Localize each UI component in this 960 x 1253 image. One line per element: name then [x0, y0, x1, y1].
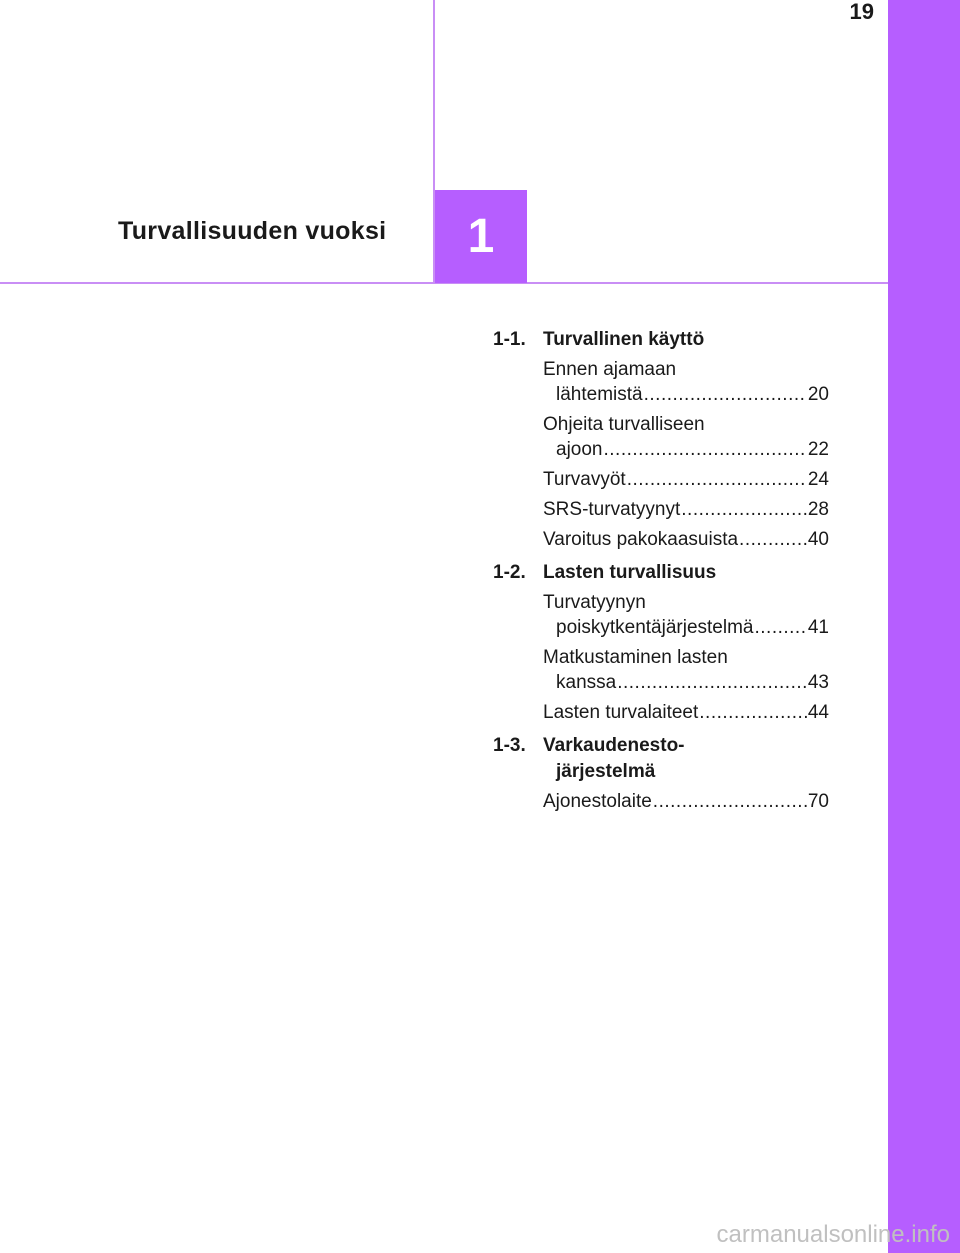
toc-entry[interactable] — [543, 590, 829, 640]
chapter-title: Turvallisuuden vuoksi — [118, 217, 387, 245]
chapter-number: 1 — [467, 210, 495, 263]
toc-page-number: 40 — [807, 529, 829, 550]
section-title-line: Varkaudenesto- — [543, 735, 685, 756]
toc-entry[interactable] — [543, 412, 829, 462]
dot-leader — [644, 382, 807, 407]
toc-entry[interactable] — [543, 700, 829, 725]
chapter-side-tab — [888, 0, 960, 1253]
toc-section — [493, 560, 829, 725]
toc-page-number: 43 — [807, 672, 829, 693]
section-title-line: Lasten turvallisuus — [543, 562, 717, 583]
dot-leader — [699, 700, 807, 725]
section-heading — [493, 560, 829, 586]
dot-leader — [739, 527, 807, 552]
toc-entry[interactable] — [543, 357, 829, 407]
toc-entry-text: kanssa — [556, 672, 617, 693]
toc-entry-text: Matkustaminen lasten — [543, 647, 728, 668]
dot-leader — [604, 437, 807, 462]
section-title — [543, 560, 829, 586]
dot-leader — [653, 789, 807, 814]
toc-entry-line — [543, 437, 829, 462]
toc-entry-text: lähtemistä — [556, 384, 643, 405]
toc-entry-text: SRS-turvatyynyt — [543, 499, 681, 520]
toc-page-number: 28 — [807, 499, 829, 520]
dot-leader — [681, 497, 807, 522]
section-title-line: järjestelmä — [556, 761, 656, 782]
toc-entry[interactable] — [543, 467, 829, 492]
toc-page-number: 70 — [807, 791, 829, 812]
toc-entry-line — [543, 670, 829, 695]
toc-entry-line — [543, 412, 829, 437]
section-title — [543, 733, 829, 785]
section-heading — [493, 733, 829, 785]
toc-entry-text: Ajonestolaite — [543, 791, 652, 812]
toc-entry-text: ajoon — [556, 439, 603, 460]
toc-entry-text: Ennen ajamaan — [543, 359, 677, 380]
page-number: 19 — [849, 0, 874, 24]
toc-page-number: 22 — [807, 439, 829, 460]
toc-entry[interactable] — [543, 645, 829, 695]
toc-page-number: 24 — [807, 469, 829, 490]
toc-page-number: 20 — [807, 384, 829, 405]
dot-leader — [627, 467, 807, 492]
toc-entry-line — [543, 645, 829, 670]
toc-entry-line — [543, 382, 829, 407]
toc-section — [493, 327, 829, 552]
section-heading — [493, 327, 829, 353]
toc-entry-line — [543, 590, 829, 615]
toc-entry[interactable] — [543, 789, 829, 814]
dot-leader — [754, 615, 806, 640]
toc-entry-text: Turvavyöt — [543, 469, 626, 490]
toc-entry-text: Lasten turvalaiteet — [543, 702, 699, 723]
toc-entry-line — [543, 700, 829, 725]
section-number: 1-2. — [493, 562, 526, 583]
table-of-contents — [493, 327, 829, 822]
toc-entry-text: Varoitus pakokaasuista — [543, 529, 739, 550]
section-number: 1-1. — [493, 329, 526, 350]
toc-entry-line — [543, 467, 829, 492]
dot-leader — [617, 670, 807, 695]
toc-section — [493, 733, 829, 814]
toc-page-number: 41 — [807, 617, 829, 638]
watermark: carmanualsonline.info — [716, 1221, 950, 1248]
toc-entry-line — [543, 789, 829, 814]
toc-entry-line — [543, 615, 829, 640]
toc-entry[interactable] — [543, 527, 829, 552]
toc-page-number: 44 — [807, 702, 829, 723]
toc-entry-text: Turvatyynyn — [543, 592, 646, 613]
section-title — [543, 327, 829, 353]
toc-entry-line — [543, 357, 829, 382]
toc-entry-text: poiskytkentäjärjestelmä — [556, 617, 754, 638]
section-number: 1-3. — [493, 735, 526, 756]
section-title-line: Turvallinen käyttö — [543, 329, 705, 350]
toc-entry[interactable] — [543, 497, 829, 522]
toc-entry-line — [543, 527, 829, 552]
toc-entry-line — [543, 497, 829, 522]
chapter-number-box — [435, 190, 527, 283]
toc-entry-text: Ohjeita turvalliseen — [543, 414, 705, 435]
